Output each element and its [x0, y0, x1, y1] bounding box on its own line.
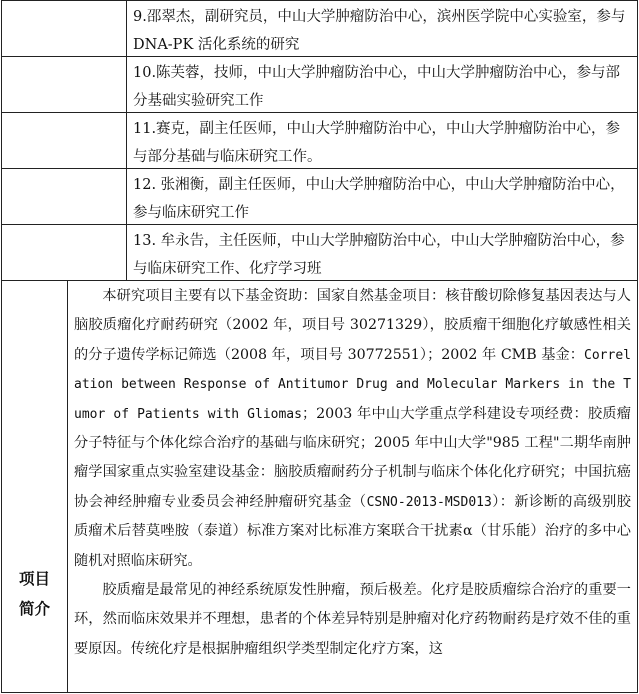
csno-grant-code: CSNO-2013-MSD013	[366, 494, 492, 510]
intro-paragraph-funding	[74, 282, 631, 576]
blank-cell	[2, 225, 127, 281]
member-text: 12. 张湘衡，副主任医师，中山大学肿瘤防治中心，中山大学肿瘤防治中心，参与临床研究工作	[133, 177, 625, 221]
funding-text-part: ）：新诊断的高级别胶质瘤术后替莫唑胺（泰道）标准方案对比标准方案联合干扰素α（甘乐能）治疗的多中心随机对照临床研究。	[74, 493, 631, 569]
intro-text	[68, 281, 637, 692]
intro-paragraph-background: 胶质瘤是最常见的神经系统原发性肿瘤，预后极差。化疗是胶质瘤综合治疗的重要一环，然而临床效果并不理想，患者的个体差异特别是肿瘤对化疗药物耐药是疗效不佳的重要原因。传统化疗是根据肿瘤组织学类型制定化疗方案，这	[74, 582, 631, 657]
member-row	[2, 57, 638, 113]
member-cell	[127, 113, 638, 169]
funding-text-part: ；2003 年中山大学重点学科建设专项经费：胶质瘤分子特征与个体化综合治疗的基础与临床研究；2005 年中山大学"985 工程"二期华南肿瘤学国家重点实验室建设基金：脑胶质瘤耐药分子机制与临床个体化化疗研究；中国抗癌协会神经肿瘤专业委员会神经肿瘤研究基金（	[74, 405, 631, 510]
section-label-cell	[2, 281, 68, 693]
cmb-project-title: Correlation between Response of Antitumor Drug and Molecular Markers in the Tumor of Patients with Gliomas	[74, 347, 631, 422]
intro-cell	[68, 281, 638, 693]
member-row	[2, 225, 638, 281]
member-cell	[127, 57, 638, 113]
member-row	[2, 1, 638, 57]
member-row	[2, 113, 638, 169]
blank-cell	[2, 1, 127, 57]
member-text: 13. 牟永告，主任医师，中山大学肿瘤防治中心，中山大学肿瘤防治中心，参与临床研究工作、化疗学习班	[133, 233, 625, 277]
member-cell	[127, 225, 638, 281]
member-text: 10.陈芙蓉，技师，中山大学肿瘤防治中心，中山大学肿瘤防治中心，参与部分基础实验研究工作	[133, 65, 621, 109]
blank-cell	[2, 113, 127, 169]
blank-cell	[2, 57, 127, 113]
project-form-table	[1, 0, 638, 693]
blank-cell	[2, 169, 127, 225]
member-text: 9.邵翠杰，副研究员，中山大学肿瘤防治中心，滨州医学院中心实验室，参与 DNA-PK 活化系统的研究	[133, 9, 626, 53]
member-row	[2, 169, 638, 225]
member-text: 11.赛克，副主任医师，中山大学肿瘤防治中心，中山大学肿瘤防治中心，参与部分基础与临床研究工作。	[133, 121, 621, 165]
intro-row	[2, 281, 638, 693]
section-label: 项目简介	[18, 570, 50, 618]
member-cell	[127, 169, 638, 225]
member-cell	[127, 1, 638, 57]
funding-text-part: 本研究项目主要有以下基金资助：国家自然基金项目：核苷酸切除修复基因表达与人脑胶质瘤化疗耐药研究（2002 年，项目号 30271329），胶质瘤干细胞化疗敏感性相关的分子遗传学标记筛选（2008 年，项目号 30772551）；2002 年 CMB 基金：	[74, 288, 631, 363]
